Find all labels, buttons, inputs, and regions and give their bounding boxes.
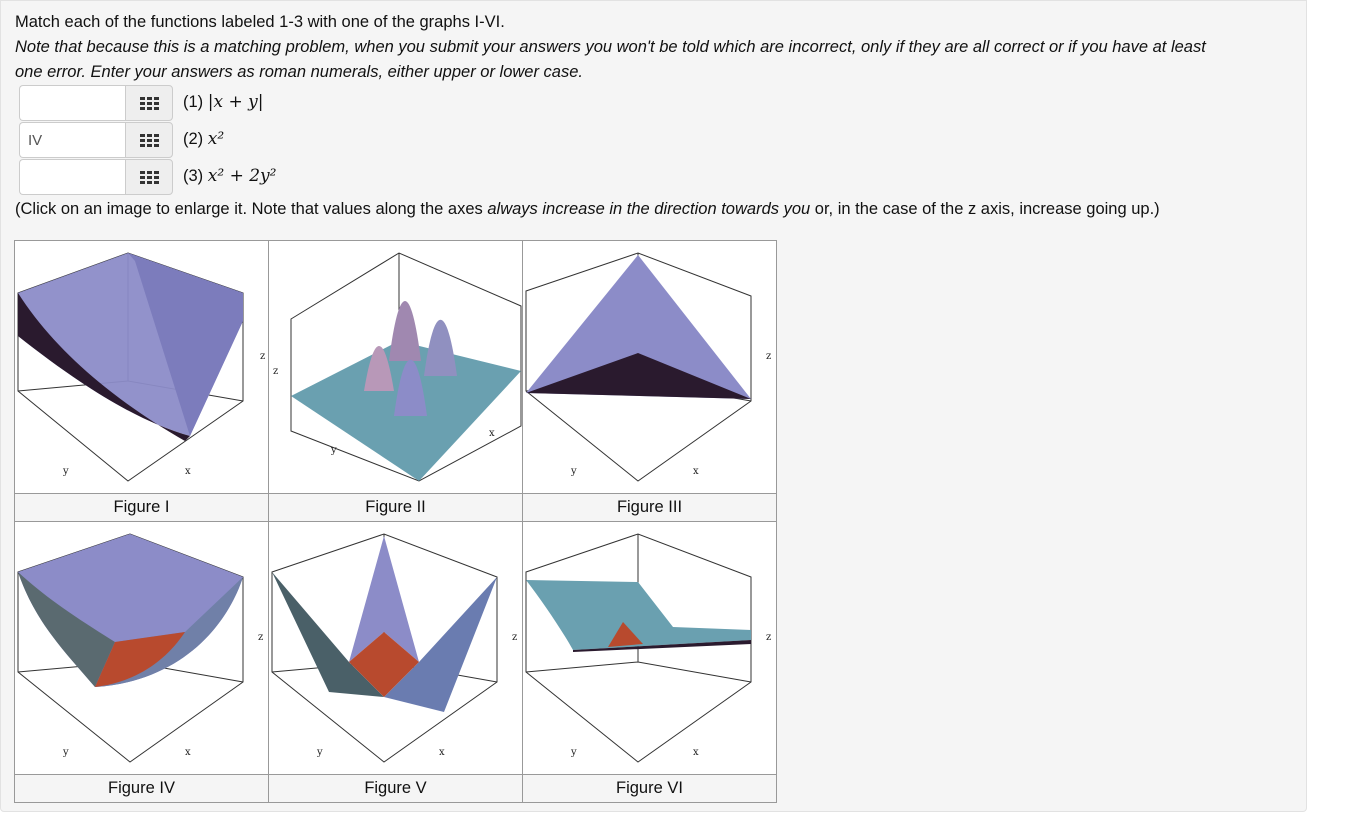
figure-2-x-label: x [489,428,495,439]
figure-5-z-label: z [512,632,518,643]
figure-6-caption: Figure VI [523,775,777,803]
figure-6-image[interactable] [523,522,777,775]
figure-6-plot [523,522,776,774]
figure-5-x-label: x [439,747,445,758]
grid-icon [140,97,160,111]
figure-5-y-label: y [317,747,323,758]
figure-5-plot [269,522,522,774]
figure-6-z-label: z [766,632,772,643]
answer-input-2[interactable] [19,122,125,158]
figure-4-x-label: x [185,747,191,758]
figure-3-caption: Figure III [523,494,777,522]
equation-palette-button-3[interactable] [125,159,173,195]
figure-4-z-label: z [258,632,264,643]
figure-2-caption: Figure II [269,494,523,522]
figure-4-plot [15,522,268,774]
figure-1-y-label: y [63,466,69,477]
figure-1-x-label: x [185,466,191,477]
figure-3-x-label: x [693,466,699,477]
figure-2-z-label: z [273,366,279,377]
function-3-label: (3) [183,167,204,185]
grid-icon [140,134,160,148]
function-3-expr: x² + 2y² [207,166,277,186]
function-1-expr: |x + y| [207,92,264,112]
figure-6-x-label: x [693,747,699,758]
function-1-label: (1) [183,93,204,111]
click-note [15,197,1160,222]
figure-1-image[interactable] [15,241,269,494]
answer-input-1[interactable] [19,85,125,121]
problem-note-line2: one error. Enter your answers as roman numerals, either upper or lower case. [15,63,583,81]
problem-intro: Match each of the functions labeled 1-3 with one of the graphs I-VI. [15,13,505,31]
figure-3-z-label: z [766,351,772,362]
function-2 [183,126,224,152]
figure-2-y-label: y [331,445,337,456]
function-3 [183,163,276,189]
figure-1-caption: Figure I [15,494,269,522]
figure-1-plot [15,241,268,493]
function-2-expr: x² [207,129,225,149]
figure-4-caption: Figure IV [15,775,269,803]
figure-3-y-label: y [571,466,577,477]
figure-4-y-label: y [63,747,69,758]
figure-2-image[interactable] [269,241,523,494]
problem-note-line1: Note that because this is a matching problem, when you submit your answers you won't be told which are incorrect, only if they are all correct or if you have at least [15,38,1206,56]
click-note-before: (Click on an image to enlarge it. Note that values along the axes [15,200,488,218]
figure-3-plot [523,241,776,493]
figure-5-image[interactable] [269,522,523,775]
click-note-emphasis: always increase in the direction towards you [487,200,811,218]
figure-3-image[interactable] [523,241,777,494]
figure-5-caption: Figure V [269,775,523,803]
equation-palette-button-1[interactable] [125,85,173,121]
answer-input-3[interactable] [19,159,125,195]
figure-1-z-label: z [260,351,266,362]
function-1 [183,89,263,115]
click-note-after: or, in the case of the z axis, increase going up.) [810,200,1160,218]
figure-6-y-label: y [571,747,577,758]
grid-icon [140,171,160,185]
figure-2-plot [269,241,522,493]
figure-table [14,240,777,803]
figure-4-image[interactable] [15,522,269,775]
function-2-label: (2) [183,130,204,148]
equation-palette-button-2[interactable] [125,122,173,158]
